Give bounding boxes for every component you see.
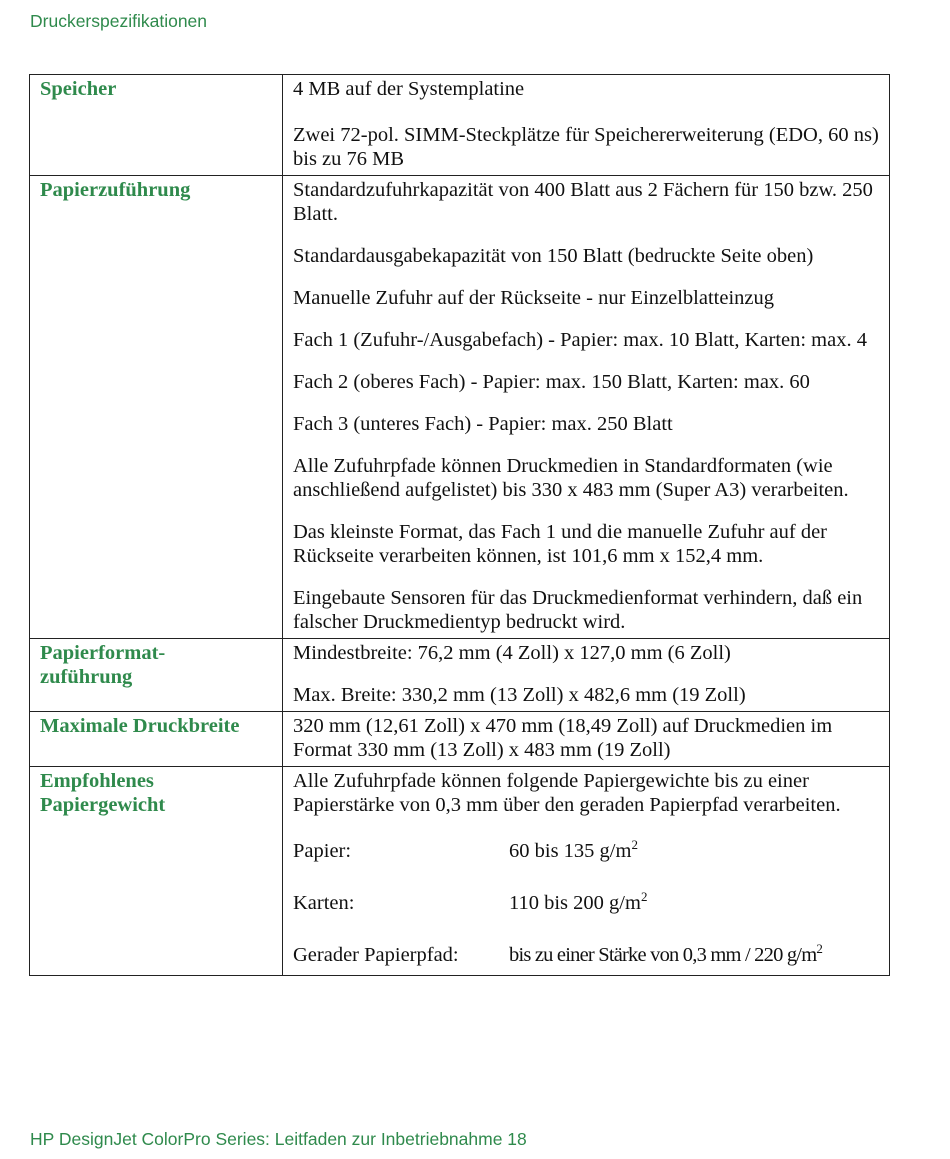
table-row bbox=[30, 767, 890, 976]
row-value bbox=[283, 176, 890, 639]
weight-unit-exponent: 2 bbox=[816, 941, 823, 956]
weight-key: Gerader Papierpfad: bbox=[293, 944, 459, 966]
weight-row bbox=[293, 943, 879, 967]
spec-text: Eingebaute Sensoren für das Druckmedienformat verhindern, daß ein falscher Druckmedientyp bedruckt wird. bbox=[293, 587, 863, 633]
table-row bbox=[30, 176, 890, 639]
row-label-line: Papiergewicht bbox=[40, 794, 166, 816]
spec-text: Alle Zufuhrpfade können Druckmedien in Standardformaten (wie anschließend aufgelistet) bis 330 x 483 mm (Super A3) verarbeiten. bbox=[293, 455, 849, 501]
spec-text: 320 mm (12,61 Zoll) x 470 mm (18,49 Zoll) auf Druckmedien im Format 330 mm (13 Zoll) x 483 mm (19 Zoll) bbox=[293, 715, 833, 761]
spec-text: Alle Zufuhrpfade können folgende Papiergewichte bis zu einer Papierstärke von 0,3 mm über den geraden Papierpfad verarbeiten. bbox=[293, 770, 841, 816]
row-value bbox=[283, 712, 890, 767]
weight-value bbox=[509, 891, 647, 915]
row-value bbox=[283, 767, 890, 976]
page-footer: HP DesignJet ColorPro Series: Leitfaden zur Inbetriebnahme 18 bbox=[30, 1129, 527, 1149]
row-label: Papierzuführung bbox=[30, 176, 283, 639]
table-row bbox=[30, 712, 890, 767]
row-value bbox=[283, 75, 890, 176]
spec-text: Zwei 72-pol. SIMM-Steckplätze für Speichererweiterung (EDO, 60 ns) bis zu 76 MB bbox=[293, 124, 879, 170]
spec-table bbox=[29, 74, 890, 976]
spec-text: Manuelle Zufuhr auf der Rückseite - nur Einzelblatteinzug bbox=[293, 287, 774, 309]
spec-text: Standardausgabekapazität von 150 Blatt (bedruckte Seite oben) bbox=[293, 245, 814, 267]
row-label-line: Papierformat- bbox=[40, 642, 166, 664]
spec-text: 4 MB auf der Systemplatine bbox=[293, 78, 525, 100]
row-label: Speicher bbox=[30, 75, 283, 176]
weight-row bbox=[293, 891, 879, 915]
spec-text: Max. Breite: 330,2 mm (13 Zoll) x 482,6 mm (19 Zoll) bbox=[293, 684, 746, 706]
weight-value-text: 60 bis 135 g/m bbox=[509, 840, 632, 862]
spec-text: Standardzufuhrkapazität von 400 Blatt aus 2 Fächern für 150 bzw. 250 Blatt. bbox=[293, 179, 873, 225]
spec-text: Fach 2 (oberes Fach) - Papier: max. 150 Blatt, Karten: max. 60 bbox=[293, 371, 810, 393]
spec-text: Mindestbreite: 76,2 mm (4 Zoll) x 127,0 mm (6 Zoll) bbox=[293, 642, 731, 664]
weight-value-text: 110 bis 200 g/m bbox=[509, 892, 641, 914]
table-row bbox=[30, 75, 890, 176]
weight-key: Karten: bbox=[293, 892, 355, 914]
row-label-line: zuführung bbox=[40, 666, 133, 688]
row-label-line: Empfohlenes bbox=[40, 770, 154, 792]
row-value bbox=[283, 639, 890, 712]
weight-row bbox=[293, 839, 879, 863]
row-label bbox=[30, 639, 283, 712]
row-label bbox=[30, 767, 283, 976]
page-header: Druckerspezifikationen bbox=[30, 11, 208, 31]
weight-key: Papier: bbox=[293, 840, 352, 862]
spec-text: Fach 1 (Zufuhr-/Ausgabefach) - Papier: max. 10 Blatt, Karten: max. 4 bbox=[293, 329, 867, 351]
weight-value bbox=[509, 943, 822, 967]
weight-unit-exponent: 2 bbox=[640, 889, 648, 904]
weight-value-text: bis zu einer Stärke von 0,3 mm / 220 g/m bbox=[509, 944, 817, 966]
row-label: Maximale Druckbreite bbox=[30, 712, 283, 767]
weight-value bbox=[509, 839, 638, 863]
spec-text: Fach 3 (unteres Fach) - Papier: max. 250 Blatt bbox=[293, 413, 673, 435]
weight-unit-exponent: 2 bbox=[631, 837, 638, 852]
spec-text: Das kleinste Format, das Fach 1 und die manuelle Zufuhr auf der Rückseite verarbeiten können, ist 101,6 mm x 152,4 mm. bbox=[293, 521, 827, 567]
table-row bbox=[30, 639, 890, 712]
